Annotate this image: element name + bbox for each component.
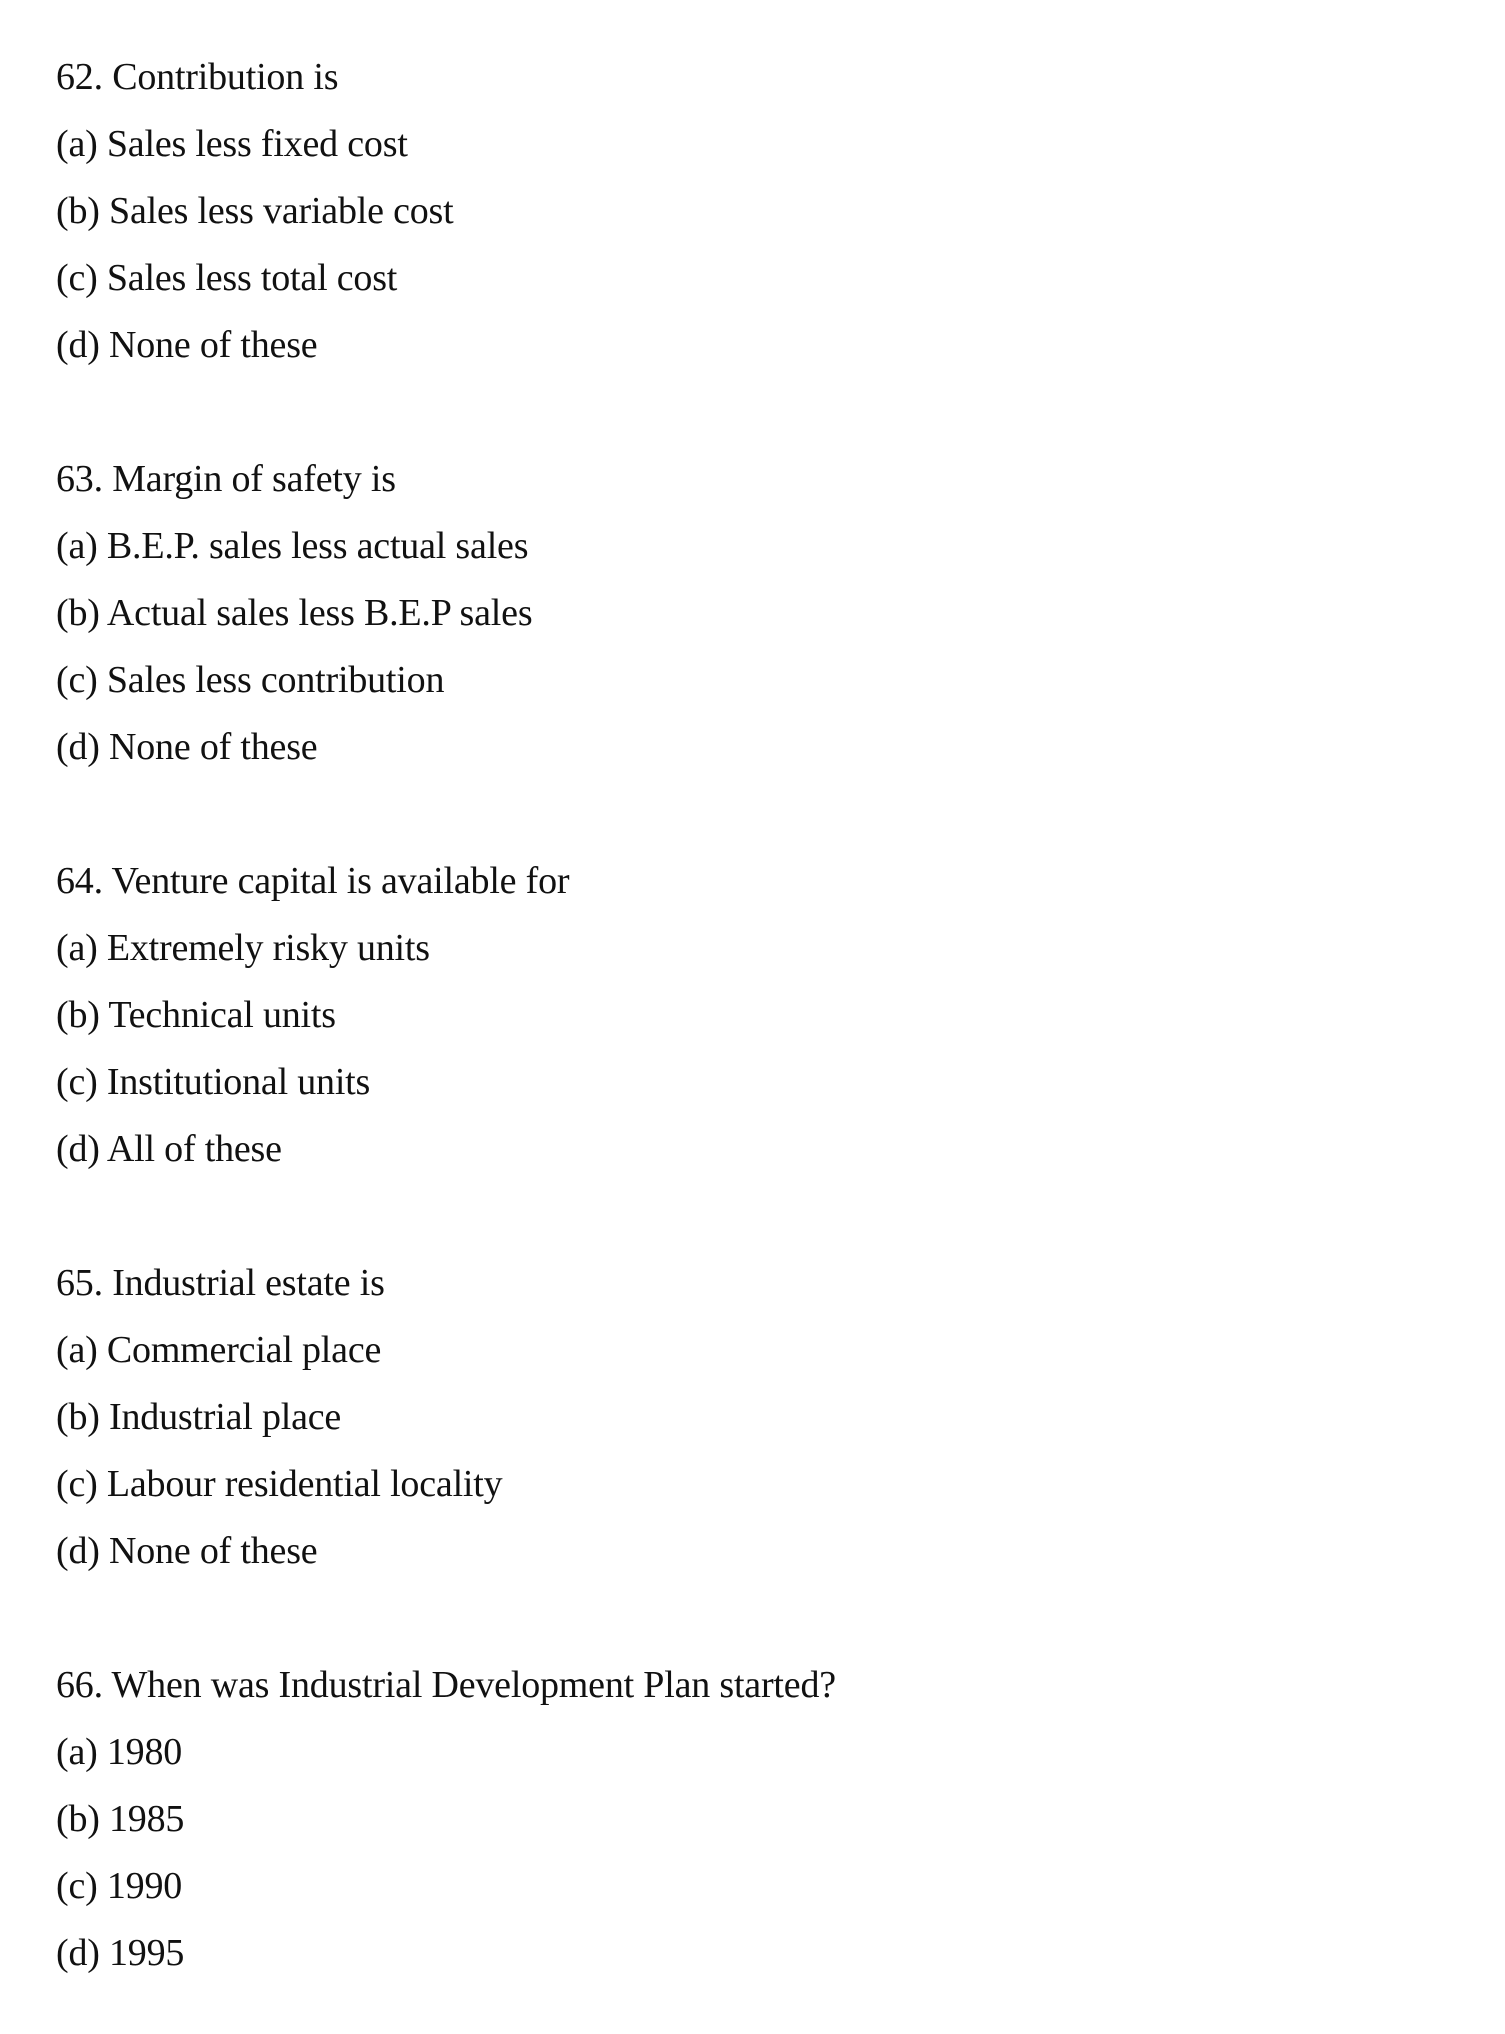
option-a: (a) Commercial place xyxy=(56,1329,382,1371)
option-a: (a) B.E.P. sales less actual sales xyxy=(56,525,529,567)
option-c: (c) Sales less total cost xyxy=(56,257,398,299)
option-b: (b) Actual sales less B.E.P sales xyxy=(56,592,533,634)
option-d: (d) None of these xyxy=(56,726,318,768)
option-c: (c) Institutional units xyxy=(56,1061,371,1103)
option-a: (a) Sales less fixed cost xyxy=(56,123,408,165)
question-62 xyxy=(56,44,1456,379)
option-d: (d) 1995 xyxy=(56,1932,185,1974)
question-65 xyxy=(56,1250,1456,1585)
question-stem: 66. When was Industrial Development Plan started? xyxy=(56,1664,836,1706)
question-stem: 62. Contribution is xyxy=(56,56,339,98)
question-64 xyxy=(56,848,1456,1183)
option-a: (a) 1980 xyxy=(56,1731,183,1773)
option-b: (b) 1985 xyxy=(56,1798,185,1840)
question-stem: 64. Venture capital is available for xyxy=(56,860,570,902)
option-b: (b) Technical units xyxy=(56,994,336,1036)
option-c: (c) 1990 xyxy=(56,1865,183,1907)
option-d: (d) None of these xyxy=(56,324,318,366)
option-d: (d) None of these xyxy=(56,1530,318,1572)
option-b: (b) Industrial place xyxy=(56,1396,342,1438)
question-66 xyxy=(56,1652,1456,1987)
option-d: (d) All of these xyxy=(56,1128,282,1170)
question-stem: 65. Industrial estate is xyxy=(56,1262,385,1304)
question-63 xyxy=(56,446,1456,781)
question-stem: 63. Margin of safety is xyxy=(56,458,396,500)
option-c: (c) Sales less contribution xyxy=(56,659,445,701)
option-b: (b) Sales less variable cost xyxy=(56,190,454,232)
option-c: (c) Labour residential locality xyxy=(56,1463,503,1505)
option-a: (a) Extremely risky units xyxy=(56,927,430,969)
